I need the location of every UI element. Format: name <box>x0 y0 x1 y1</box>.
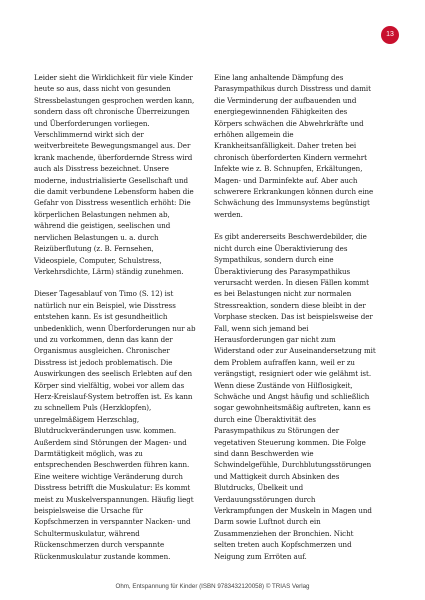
paragraph: Leider sieht die Wirklichkeit für viele Kinder heute so aus, dass nicht von gesunden Stressbelastungen gesprochen werden kann, sondern dass oft chronische Überreizungen und Überforderungen vorliegen. Verschlimmernd wirkt sich der weitverbreitete Bewegungsmangel aus. Der krank machende, überfordernde Stress wird auch als Disstress bezeichnet. Unsere moderne, industrialisierte Gesellschaft und die damit verbundene Lebensform haben die Gefahr von Disstress wesentlich erhöht: Die körperlichen Belastungen nehmen ab, während die geistigen, seelischen und nervlichen Belastungen u. a. durch Reizüberflutung (z. B. Fernsehen, Videospiele, Computer, Schulstress, Verkehrsdichte, Lärm) ständig zunehmen. <box>34 73 195 276</box>
paragraph: Es gibt andererseits Beschwerdebilder, die nicht durch eine Überaktivierung des Sympathikus, sondern durch eine Überaktivierung des Parasympathikus verursacht werden. In diesen Fällen kommt es bei Belastungen nicht zur normalen Stressreaktion, sondern diese bleibt in der Vorphase stecken. Das ist beispielsweise der Fall, wenn sich jemand bei Herausforderungen gar nicht zum Widerstand oder zur Auseinandersetzung mit dem Problem aufraffen kann, weil er zu verängstigt, resigniert oder wie gelähmt ist. Wenn diese Zustände von Hilflosigkeit, Schwäche und Angst häufig und schließlich sogar gewohnheitsmäßig auftreten, kann es durch eine Überaktivität des Parasympathikus zu Störungen der vegetativen Steuerung kommen. Die Folge sind dann Beschwerden wie Schwindelgefühle, Durchblutungsstörungen und Mattigkeit durch Absinken des Blutdrucks, Übelkeit und Verdauungsstörungen durch Verkrampfungen der Muskeln in Magen und Darm sowie Luftnot durch ein Zusammenziehen der Bronchien. Nicht selten treten auch Kopfschmerzen und Neigung zum Erröten auf. <box>214 232 376 561</box>
text-column-left <box>34 72 196 573</box>
page-footer: Ohm, Entspannung für Kinder (ISBN 9783432120058) © TRIAS Verlag <box>115 583 310 590</box>
paragraph: Eine lang anhaltende Dämpfung des Parasympathikus durch Disstress und damit die Verminderung der aufbauenden und energiegewinnenden Fähigkeiten des Körpers schwächen die Abwehrkräfte und erhöhen allgemein die Krankheitsanfälligkeit. Daher treten bei chronisch überforderten Kindern vermehrt Infekte wie z. B. Schnupfen, Erkältungen, Magen- und Darminfekte auf. Aber auch schwerere Erkrankungen können durch eine Schwächung des Immunsystems begünstigt werden. <box>214 73 374 219</box>
page-number-badge: 13 <box>381 26 399 44</box>
text-column-right <box>214 72 376 573</box>
paragraph: Dieser Tagesablauf von Timo (S. 12) ist natürlich nur ein Beispiel, wie Disstress entstehen kann. Es ist gesundheitlich unbedenklich, wenn Überforderungen nur ab und zu vorkommen, denn das kann der Organismus ausgleichen. Chronischer Disstress ist jedoch problematisch. Die Auswirkungen des seelisch Erlebten auf den Körper sind vielfältig, wobei vor allem das Herz-Kreislauf-System betroffen ist. Es kann zu schnellem Puls (Herzklopfen), unregelmäßigem Herzschlag, Blutdruckveränderungen usw. kommen. Außerdem sind Störungen der Magen- und Darmtätigkeit möglich, was zu entsprechenden Beschwerden führen kann. Eine weitere wichtige Veränderung durch Disstress betrifft die Muskulatur: Es kommt meist zu Muskelverspannungen. Häufig liegt beispielsweise die Ursache für Kopfschmerzen in verspannter Nacken- und Schultermuskulatur, während Rückenschmerzen durch verspannte Rückenmuskulatur zustande kommen. <box>34 289 196 561</box>
